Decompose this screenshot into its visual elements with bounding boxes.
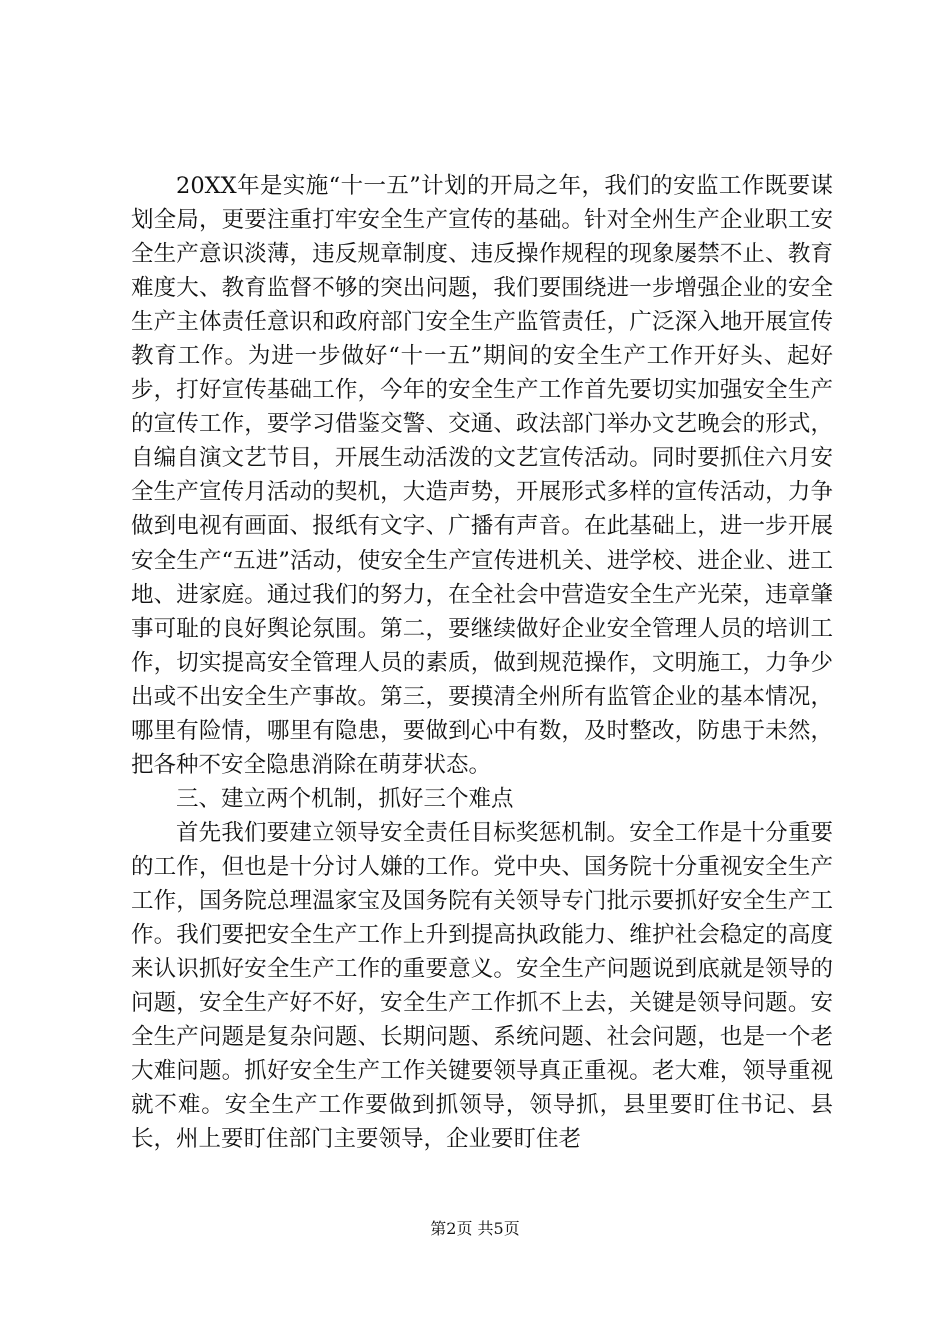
paragraph-safety-propaganda: 20XX年是实施“十一五”计划的开局之年，我们的安监工作既要谋划全局，更要注重打牢安全生产宣传的基础。针对全州生产企业职工安全生产意识淡薄，违反规章制度、违反操作规程的现象屡禁不止、教育难度大、教育监督不够的突出问题，我们要围绕进一步增强企业的安全生产主体责任意识和政府部门安全生产监管责任，广泛深入地开展宣传教育工作。为进一步做好“十一五”期间的安全生产工作开好头、起好步，打好宣传基础工作，今年的安全生产工作首先要切实加强安全生产的宣传工作，要学习借鉴交警、交通、政法部门举办文艺晚会的形式，自编自演文艺节目，开展生动活泼的文艺宣传活动。同时要抓住六月安全生产宣传月活动的契机，大造声势，开展形式多样的宣传活动，力争做到电视有画面、报纸有文字、广播有声音。在此基础上，进一步开展安全生产“五进”活动，使安全生产宣传进机关、进学校、进企业、进工地、进家庭。通过我们的努力，在全社会中营造安全生产光荣，违章肇事可耻的良好舆论氛围。第二，要继续做好企业安全管理人员的培训工作，切实提高安全管理人员的素质，做到规范操作，文明施工，力争少出或不出安全生产事故。第三，要摸清全州所有监管企业的基本情况，哪里有险情，哪里有隐患，要做到心中有数，及时整改，防患于未然，把各种不安全隐患消除在萌芽状态。	[131, 173, 833, 778]
page-number-footer: 第2页 共5页	[430, 1219, 520, 1238]
document-body	[131, 169, 833, 1156]
section-heading-two-mechanisms: 三、建立两个机制，抓好三个难点	[176, 785, 514, 812]
paragraph-leadership-responsibility: 首先我们要建立领导安全责任目标奖惩机制。安全工作是十分重要的工作，但也是十分讨人嫌的工作。党中央、国务院十分重视安全生产工作，国务院总理温家宝及国务院有关领导专门批示要抓好安全生产工作。我们要把安全生产工作上升到提高执政能力、维护社会稳定的高度来认识抓好安全生产工作的重要意义。安全生产问题说到底就是领导的问题，安全生产好不好，安全生产工作抓不上去，关键是领导问题。安全生产问题是复杂问题、长期问题、系统问题、社会问题，也是一个老大难问题。抓好安全生产工作关键要领导真正重视。老大难，领导重视就不难。安全生产工作要做到抓领导，领导抓，县里要盯住书记、县长，州上要盯住部门主要领导，企业要盯住老	[131, 819, 833, 1153]
